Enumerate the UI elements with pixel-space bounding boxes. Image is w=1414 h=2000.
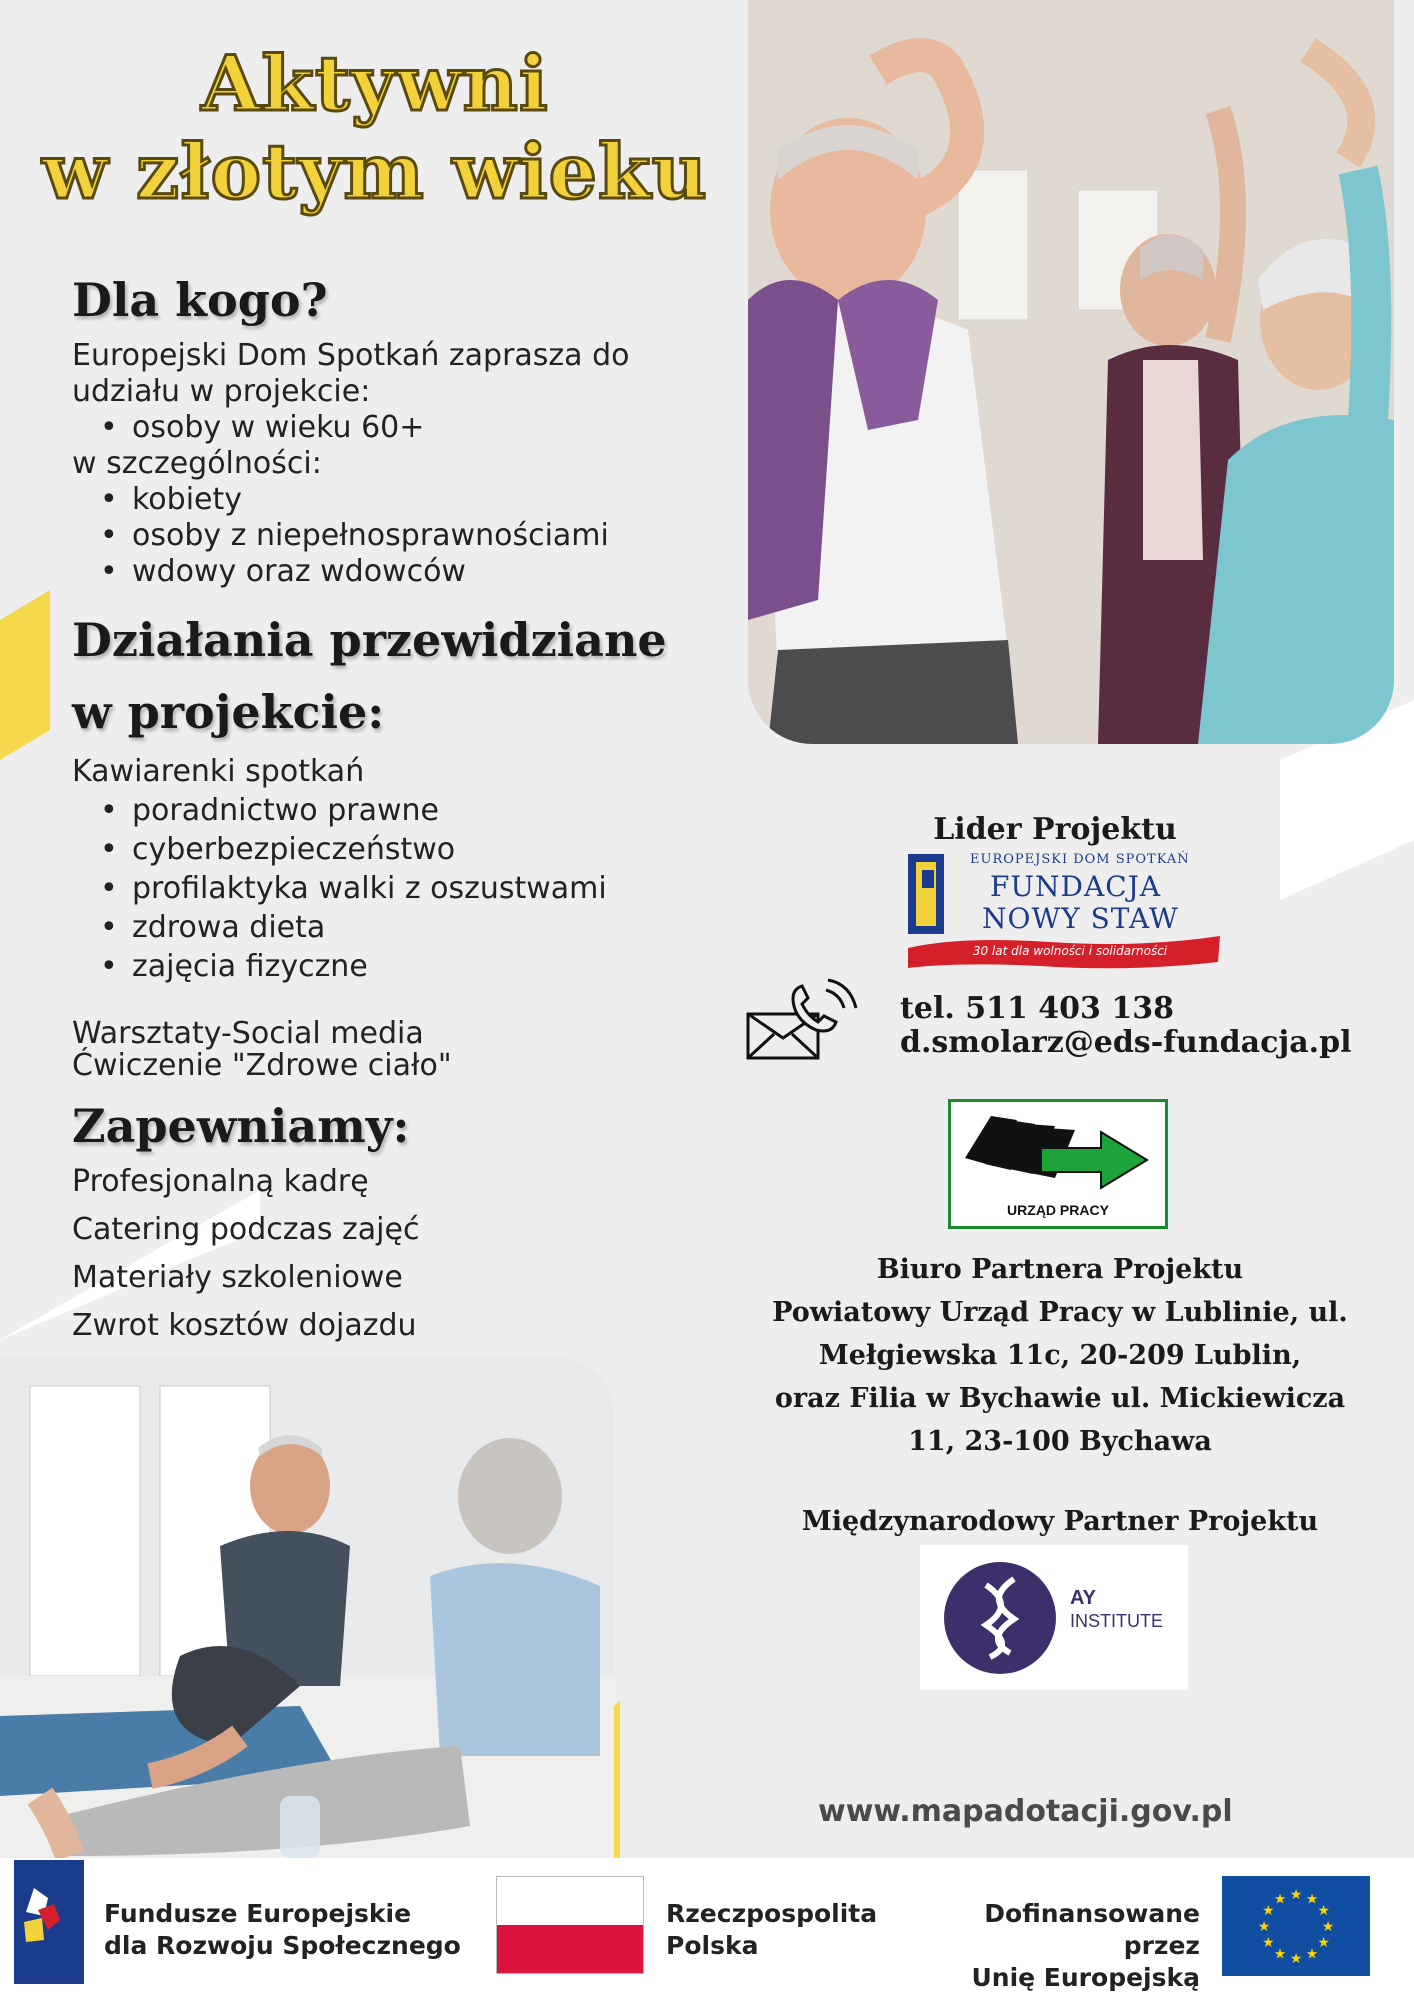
for-whom-section [72,338,672,590]
fe-line-1: Fundusze Europejskie [104,1899,412,1928]
ay-institute-logo [920,1545,1188,1690]
contact-block [900,992,1351,1060]
eu-star: ★ [1317,1935,1330,1951]
eu-flag-icon [1222,1876,1370,1976]
actions-intro: Kawiarenki spotkań [72,754,365,789]
rp-line-1: Rzeczpospolita [666,1899,878,1928]
eu-star: ★ [1289,1951,1303,1967]
leader-label: Lider Projektu [933,812,1177,847]
guarantee-item: Materiały szkoleniowe [72,1260,403,1295]
intl-partner-label: Międzynarodowy Partner Projektu [801,1506,1319,1537]
actions-section [72,752,672,986]
funding-footer [0,1858,1414,2000]
yellow-corner-left [0,590,50,760]
actions-heading-line-2: w projekcie: [72,685,385,739]
fundacja-logo-ribbon: 30 lat dla wolności i solidarności [972,944,1168,958]
actions-extra [72,1018,452,1082]
eu-star: ★ [1317,1903,1330,1919]
actions-heading [72,604,667,748]
rp-text [666,1898,877,1962]
eu-star: ★ [1273,1891,1287,1908]
partner-block [770,1248,1350,1463]
seniors-stretching-photo [0,1356,614,1858]
partner-line-3: Mełgiewska 11c, 20-209 Lublin, [818,1340,1302,1371]
for-whom-heading: Dla kogo? [72,273,328,327]
fe-text [104,1898,461,1962]
eu-text [900,1898,1200,1994]
actions-list [72,791,672,986]
partner-line-4: oraz Filia w Bychawie ul. Mickiewicza [774,1383,1346,1414]
eu-star: ★ [1262,1935,1275,1951]
urzad-pracy-logo-text: URZĄD PRACY [1007,1202,1109,1218]
for-whom-list-2 [72,482,672,590]
actions-heading-line-1: Działania przewidziane [72,613,667,667]
list-item: • profilaktyka walki z oszustwami [72,869,672,908]
list-item: • wdowy oraz wdowców [72,554,672,590]
ay-logo-line-1: AY [1070,1587,1096,1609]
list-item: • osoby w wieku 60+ [72,410,672,446]
guarantee-item: Profesjonalną kadrę [72,1164,369,1199]
fundacja-logo [900,850,1220,975]
ay-logo-line-2: INSTITUTE [1070,1611,1163,1631]
list-item: • osoby z niepełnosprawnościami [72,518,672,554]
guarantee-section [72,1158,419,1350]
eu-line-2: Unię Europejską [971,1963,1200,1992]
partner-line-1: Biuro Partnera Projektu [876,1254,1244,1285]
contact-phone: tel. 511 403 138 [900,991,1174,1026]
eu-star: ★ [1289,1887,1303,1903]
eu-star: ★ [1321,1919,1335,1935]
eu-star: ★ [1257,1919,1271,1935]
guarantee-item: Catering podczas zajęć [72,1212,420,1247]
poster-title [30,40,720,216]
eu-star: ★ [1305,1946,1319,1963]
envelope-phone-icon [746,976,864,1060]
for-whom-list-1 [72,410,672,446]
for-whom-intro: Europejski Dom Spotkań zaprasza do udziału w projekcie: [72,338,630,409]
website-link[interactable]: www.mapadotacji.gov.pl [818,1794,1233,1829]
fundacja-logo-line-1: FUNDACJA [990,870,1162,903]
eu-star: ★ [1262,1903,1275,1919]
rp-line-2: Polska [666,1931,759,1960]
fe-logo-icon [14,1860,84,1984]
eu-star: ★ [1273,1946,1287,1963]
list-item: • poradnictwo prawne [72,791,672,830]
partner-line-5: 11, 23-100 Bychawa [908,1426,1212,1457]
title-line-1: Aktywni [201,39,549,128]
contact-email: d.smolarz@eds-fundacja.pl [900,1025,1352,1060]
list-item: • zdrowa dieta [72,908,672,947]
pl-flag-icon [496,1876,644,1974]
eu-line-1: Dofinansowane przez [984,1899,1200,1960]
seniors-exercise-photo [748,0,1394,744]
for-whom-subintro: w szczególności: [72,446,322,481]
actions-extra-1: Warsztaty-Social media [72,1016,424,1051]
guarantee-heading: Zapewniamy: [72,1099,410,1153]
urzad-pracy-logo [948,1099,1168,1229]
fundacja-logo-top-text: EUROPEJSKI DOM SPOTKAŃ [970,852,1190,867]
list-item: • kobiety [72,482,672,518]
partner-line-2: Powiatowy Urząd Pracy w Lublinie, ul. [772,1297,1348,1328]
actions-extra-2: Ćwiczenie "Zdrowe ciało" [72,1048,452,1083]
fundacja-logo-line-2: NOWY STAW [982,902,1179,935]
eu-star: ★ [1305,1891,1319,1908]
fe-line-2: dla Rozwoju Społecznego [104,1931,461,1960]
title-line-2: w złotym wieku [42,127,708,216]
guarantee-item: Zwrot kosztów dojazdu [72,1308,417,1343]
list-item: • zajęcia fizyczne [72,947,672,986]
list-item: • cyberbezpieczeństwo [72,830,672,869]
